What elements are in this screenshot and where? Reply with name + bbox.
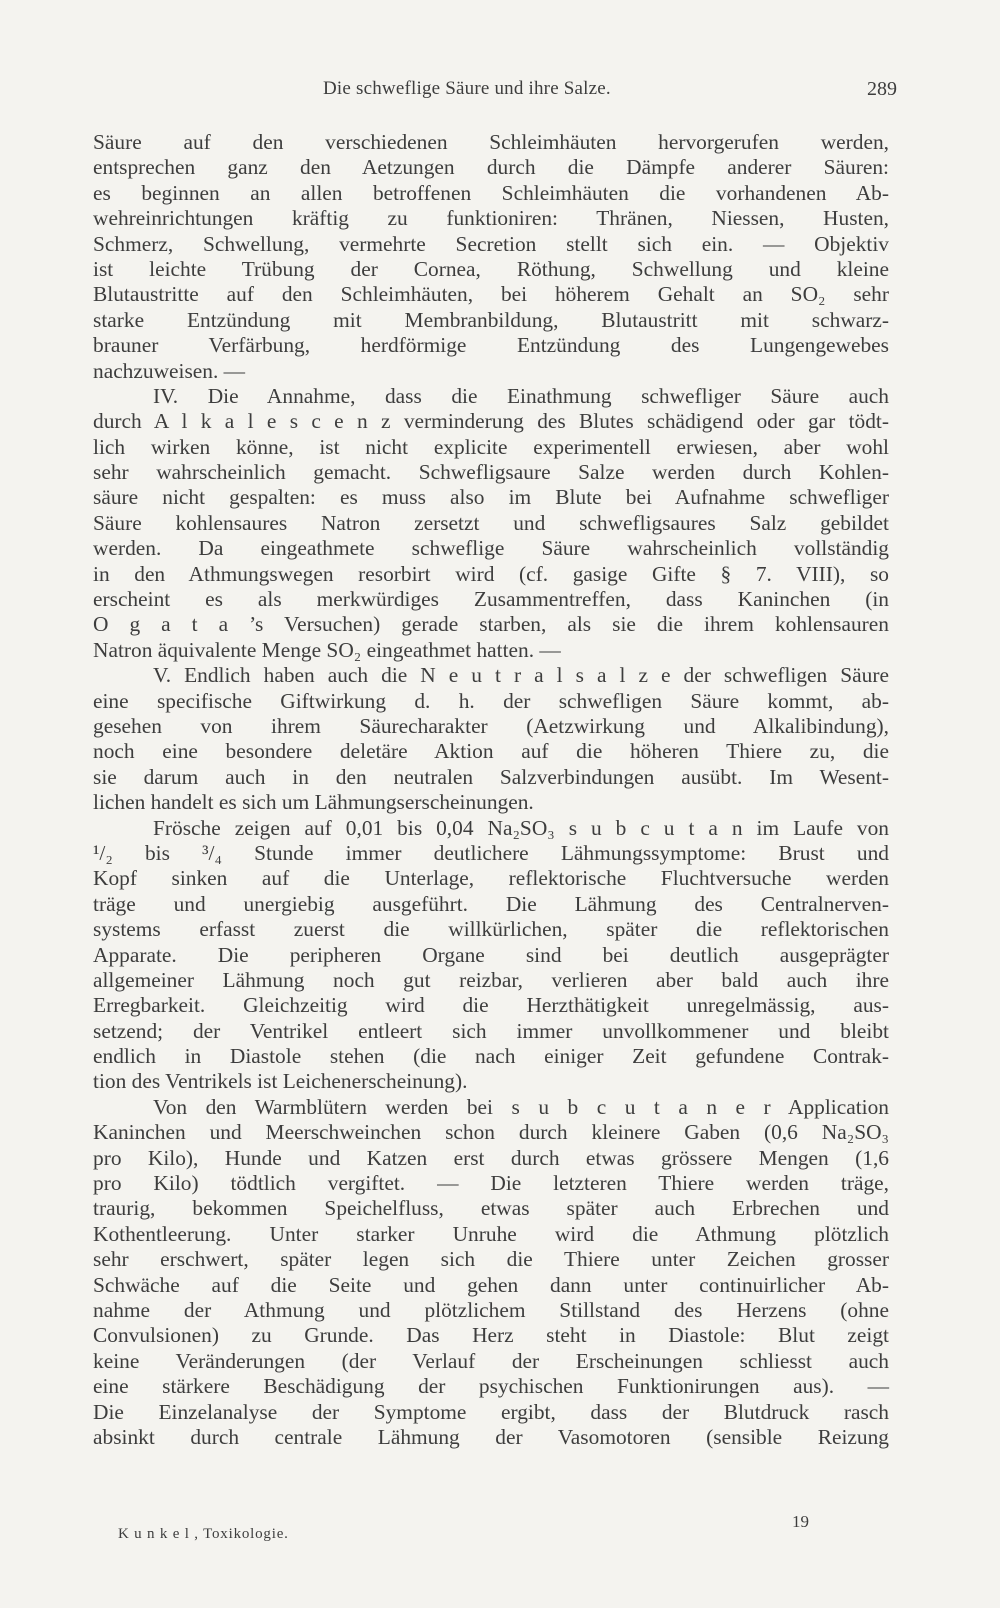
text-line: endlich in Diastole stehen (die nach einiger Zeit gefundene Contrak- — [93, 1044, 889, 1069]
text-line: pro Kilo) tödtlich vergiftet. — Die letzteren Thiere werden träge, — [93, 1171, 889, 1196]
printer-signature: K u n k e l , Toxikologie. — [118, 1526, 289, 1542]
text-line: Die Einzelanalyse der Symptome ergibt, dass der Blutdruck rasch — [93, 1399, 889, 1424]
text-line: absinkt durch centrale Lähmung der Vasomotoren (sensible Reizung — [93, 1424, 889, 1449]
text-line: gesehen von ihrem Säurecharakter (Aetzwirkung und Alkalibindung), — [93, 713, 889, 738]
text-line: es beginnen an allen betroffenen Schleimhäuten die vorhandenen Ab- — [93, 180, 889, 205]
text-line: durch A l k a l e s c e n z verminderung des Blutes schädigend oder gar tödt- — [93, 409, 889, 434]
text-line: eine stärkere Beschädigung der psychischen Funktionirungen aus). — — [93, 1374, 889, 1399]
text-line: pro Kilo), Hunde und Katzen erst durch etwas grössere Mengen (1,6 — [93, 1145, 889, 1170]
text-line: ist leichte Trübung der Cornea, Röthung, Schwellung und kleine — [93, 256, 889, 281]
text-line: starke Entzündung mit Membranbildung, Blutaustritt mit schwarz- — [93, 307, 889, 332]
text-line: Kothentleerung. Unter starker Unruhe wird die Athmung plötzlich — [93, 1221, 889, 1246]
text-line: tion des Ventrikels ist Leichenerscheinung). — [93, 1069, 468, 1094]
text-line: erscheint es als merkwürdiges Zusammentreffen, dass Kaninchen (in — [93, 587, 889, 612]
text-line: brauner Verfärbung, herdförmige Entzündung des Lungengewebes — [93, 333, 889, 358]
text-line: nahme der Athmung und plötzlichem Stillstand des Herzens (ohne — [93, 1297, 889, 1322]
text-line: nachzuweisen. — — [93, 358, 246, 383]
text-line: Convulsionen) zu Grunde. Das Herz steht in Diastole: Blut zeigt — [93, 1323, 889, 1348]
text-line: V. Endlich haben auch die N e u t r a l s a l z e der schwefligen Säure — [153, 663, 889, 688]
text-line: werden. Da eingeathmete schweflige Säure wahrscheinlich vollständig — [93, 536, 889, 561]
text-line: noch eine besondere deletäre Aktion auf die höheren Thiere zu, die — [93, 739, 889, 764]
text-line: sehr wahrscheinlich gemacht. Schwefligsaure Salze werden durch Kohlen- — [93, 460, 889, 485]
text-line: Kaninchen und Meerschweinchen schon durch kleinere Gaben (0,6 Na₂SO₃ — [93, 1120, 889, 1145]
text-line: Kopf sinken auf die Unterlage, reflektorische Fluchtversuche werden — [93, 866, 889, 891]
text-line: Blutaustritte auf den Schleimhäuten, bei höherem Gehalt an SO₂ sehr — [93, 282, 889, 307]
text-line: lich wirken könne, ist nicht explicite experimentell erwiesen, aber wohl — [93, 434, 889, 459]
text-line: entsprechen ganz den Aetzungen durch die Dämpfe anderer Säuren: — [93, 155, 889, 180]
text-line: eine specifische Giftwirkung d. h. der schwefligen Säure kommt, ab- — [93, 688, 889, 713]
text-line: lichen handelt es sich um Lähmungserscheinungen. — [93, 790, 534, 815]
text-line: Säure kohlensaures Natron zersetzt und schwefligsaures Salz gebildet — [93, 510, 889, 535]
text-line: IV. Die Annahme, dass die Einathmung schwefliger Säure auch — [153, 383, 889, 408]
text-line: systems erfasst zuerst die willkürlichen, später die reflektorischen — [93, 917, 889, 942]
text-line: allgemeiner Lähmung noch gut reizbar, verlieren aber bald auch ihre — [93, 967, 889, 992]
running-title: Die schweflige Säure und ihre Salze. — [323, 78, 611, 99]
page-number: 289 — [867, 78, 897, 100]
text-line: Frösche zeigen auf 0,01 bis 0,04 Na₂SO₃ s u b c u t a n im Laufe von — [153, 815, 889, 840]
text-line: säure nicht gespalten: es muss also im Blute bei Aufnahme schwefliger — [93, 485, 889, 510]
sheet-number: 19 — [792, 1512, 809, 1531]
text-line: Apparate. Die peripheren Organe sind bei deutlich ausgeprägter — [93, 942, 889, 967]
text-line: Säure auf den verschiedenen Schleimhäuten hervorgerufen werden, — [93, 130, 889, 154]
text-line: Schmerz, Schwellung, vermehrte Secretion stellt sich ein. — Objektiv — [93, 231, 889, 256]
text-line: sehr erschwert, später legen sich die Thiere unter Zeichen grosser — [93, 1247, 889, 1272]
text-line: ¹/₂ bis ³/₄ Stunde immer deutlichere Lähmungssymptome: Brust und — [93, 840, 889, 865]
text-line: in den Athmungswegen resorbirt wird (cf. gasige Gifte § 7. VIII), so — [93, 561, 889, 586]
text-line: wehreinrichtungen kräftig zu funktioniren: Thränen, Niessen, Husten, — [93, 206, 889, 231]
body-text — [93, 130, 889, 1450]
text-line: keine Veränderungen (der Verlauf der Erscheinungen schliesst auch — [93, 1348, 889, 1373]
text-line: Schwäche auf die Seite und gehen dann unter continuirlicher Ab- — [93, 1272, 889, 1297]
text-line: träge und unergiebig ausgeführt. Die Lähmung des Centralnerven- — [93, 891, 889, 916]
text-line: Natron äquivalente Menge SO₂ eingeathmet hatten. — — [93, 637, 561, 662]
text-line: Von den Warmblütern werden bei s u b c u t a n e r Application — [153, 1094, 889, 1119]
text-line: setzend; der Ventrikel entleert sich immer unvollkommener und bleibt — [93, 1018, 889, 1043]
text-line: O g a t a ’s Versuchen) gerade starben, als sie die ihrem kohlensauren — [93, 612, 889, 637]
text-line: sie darum auch in den neutralen Salzverbindungen ausübt. Im Wesent- — [93, 764, 889, 789]
page-footer — [118, 1512, 838, 1552]
text-line: traurig, bekommen Speichelfluss, etwas später auch Erbrechen und — [93, 1196, 889, 1221]
page-header — [93, 78, 897, 106]
text-line: Erregbarkeit. Gleichzeitig wird die Herzthätigkeit unregelmässig, aus- — [93, 993, 889, 1018]
